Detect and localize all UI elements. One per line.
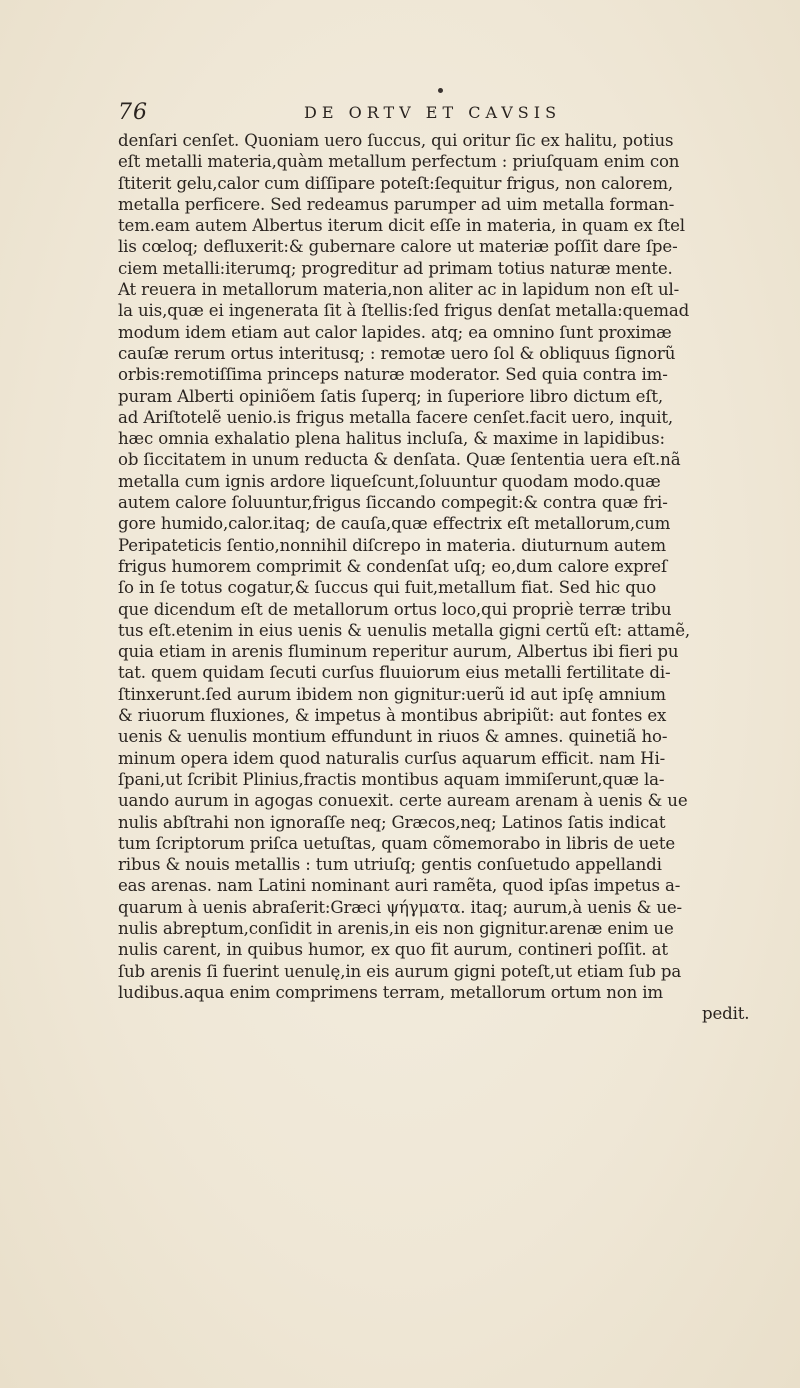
text-line: autem calore ſoluuntur,frigus ſiccando compegit:& contra quæ fri-	[118, 493, 668, 513]
text-line: denſari cenſet. Quoniam uero ſuccus, qui oritur ſic ex halitu, potius	[118, 131, 674, 150]
text-line: Peripateticis ſentio,nonnihil diſcrepo in materia. diuturnum autem	[118, 535, 666, 555]
text-line: puram Alberti opiniõem ſatis ſuperq; in ſuperiore libro dictum eſt,	[118, 386, 663, 406]
text-line: hæc omnia exhalatio plena halitus incluſa, & maxime in lapidibus:	[118, 429, 665, 449]
text-line: uenis & uenulis montium effundunt in riuos & amnes. quinetiã ho-	[118, 727, 668, 747]
text-line: ſub arenis ſi fuerint uenulę,in eis aurum gigni poteſt,ut etiam ſub pa	[118, 961, 682, 981]
text-line: tum ſcriptorum priſca uetuſtas, quam cõmemorabo in libris de uete	[118, 833, 676, 853]
text-line: nulis abſtrahi non ignoraſſe neq; Græcos,neq; Latinos ſatis indicat	[118, 812, 666, 832]
text-line: gore humido,calor.itaq; de cauſa,quæ effectrix eſt metallorum,cum	[118, 514, 671, 534]
page-header	[118, 100, 678, 130]
text-line: quarum à uenis abraſerit:Græci ψήγματα. itaq; aurum,à uenis & ue-	[118, 897, 682, 917]
text-line: uando aurum in agogas conuexit. certe auream arenam à uenis & ue	[118, 791, 688, 811]
text-line: que dicendum eſt de metallorum ortus loco,qui propriè terræ tribu	[118, 599, 672, 619]
text-line: ſtiterit gelu,calor cum diſſipare poteſt:ſequitur frigus, non calorem,	[118, 173, 674, 193]
running-head: DE ORTV ET CAVSIS	[304, 103, 562, 122]
text-line: ad Ariſtotelẽ uenio.is frigus metalla facere cenſet.facit uero, inquit,	[118, 407, 673, 427]
text-line-catchword: pedit.	[702, 1004, 750, 1024]
text-line: orbis:remotiſſima princeps naturæ moderator. Sed quia contra im-	[118, 365, 668, 385]
text-line: At reuera in metallorum materia,non aliter ac in lapidum non eſt ul-	[118, 280, 680, 300]
text-line: eas arenas. nam Latini nominant auri ramẽta, quod ipſas impetus a-	[118, 876, 681, 896]
text-line: ſtinxerunt.ſed aurum ibidem non gignitur:uerũ id aut ipſę amnium	[118, 684, 666, 704]
text-line: ſo in ſe totus cogatur,& ſuccus qui fuit,metallum fiat. Sed hic quo	[118, 578, 657, 598]
body-text	[118, 130, 798, 1024]
page-number: 76	[118, 100, 148, 125]
text-line: la uis,quæ ei ingenerata ſit à ſtellis:ſed frigus denſat metalla:quemad	[118, 301, 690, 321]
text-line: ciem metalli:iterumq; progreditur ad primam totius naturæ mente.	[118, 258, 673, 278]
text-line: eſt metalli materia,quàm metallum perfectum : priuſquam enim con	[118, 152, 680, 172]
text-line: tus eſt.etenim in eius uenis & uenulis metalla gigni certũ eſt: attamẽ,	[118, 620, 691, 640]
text-line: frigus humorem comprimit & condenſat uſq; eo,dum calore expreſ	[118, 556, 667, 576]
text-line: ribus & nouis metallis : tum utriuſq; gentis conſuetudo appellandi	[118, 855, 662, 875]
text-line: & riuorum fluxiones, & impetus à montibus abripiũt: aut fontes ex	[118, 706, 667, 726]
text-line: ob ſiccitatem in unum reducta & denſata. Quæ ſententia uera eſt.nã	[118, 450, 681, 470]
text-line: tem.eam autem Albertus iterum dicit eſſe in materia, in quam ex ſtel	[118, 216, 685, 236]
text-line: nulis carent, in quibus humor, ex quo fit aurum, contineri poſſit. at	[118, 940, 668, 960]
text-line: cauſæ rerum ortus interitusq; : remotæ uero ſol & obliquus ſignorũ	[118, 343, 676, 363]
text-line: ludibus.aqua enim comprimens terram, metallorum ortum non im	[118, 982, 663, 1002]
text-line: lis cœloq; defluxerit:& gubernare calore ut materiæ poſſit dare ſpe-	[118, 237, 678, 257]
text-line: metalla cum ignis ardore liqueſcunt,ſoluuntur quodam modo.quæ	[118, 471, 661, 491]
text-line: metalla perficere. Sed redeamus parumper ad uim metalla forman-	[118, 194, 675, 214]
ink-dot	[438, 88, 443, 93]
text-line: quia etiam in arenis fluminum reperitur aurum, Albertus ibi fieri pu	[118, 642, 679, 662]
text-line: ſpani,ut ſcribit Plinius,fractis montibus aquam immiſerunt,quæ la-	[118, 769, 665, 789]
text-line: modum idem etiam aut calor lapides. atq; ea omnino ſunt proximæ	[118, 322, 672, 342]
text-line: tat. quem quidam ſecuti curſus fluuiorum eius metalli fertilitate di-	[118, 663, 671, 683]
text-line: nulis abreptum,conſidit in arenis,in eis non gignitur.arenæ enim ue	[118, 918, 674, 938]
text-line: minum opera idem quod naturalis curſus aquarum efficit. nam Hi-	[118, 748, 666, 768]
